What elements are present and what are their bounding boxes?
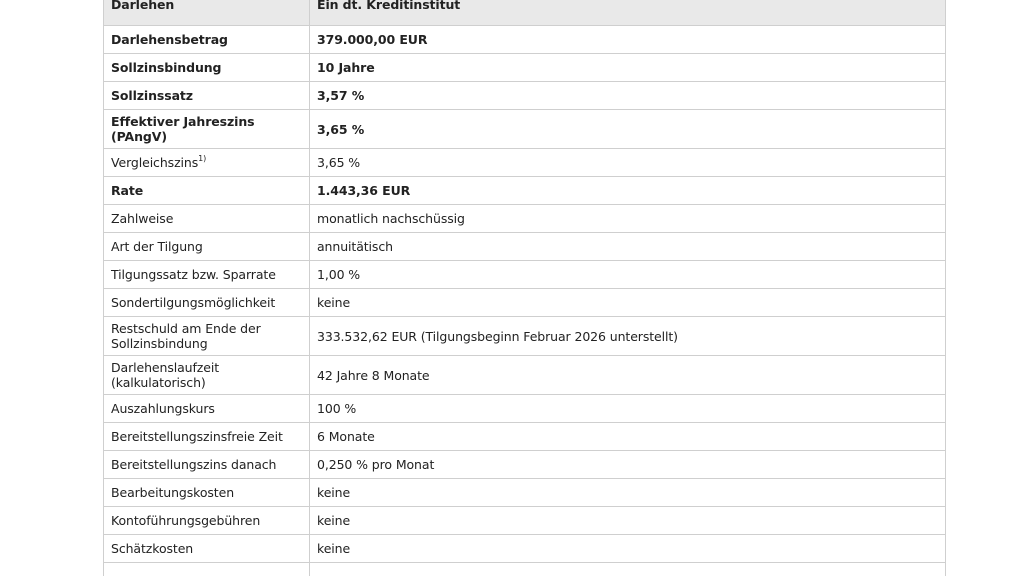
header-label-cell: Darlehen [104,0,310,26]
table-header-row [104,0,946,26]
table-row [104,110,946,149]
table-row [104,535,946,563]
row-label: Bereitstellungszinsfreie Zeit [104,423,310,451]
row-value: 379.000,00 EUR [310,26,946,54]
row-value: 42 Jahre 8 Monate [310,356,946,395]
table-row [104,289,946,317]
row-label [104,149,310,177]
row-label: Kontoführungsgebühren [104,507,310,535]
row-value: keine [310,507,946,535]
table-row [104,356,946,395]
row-value: 3,65 % [310,149,946,177]
row-label: Schätzkosten [104,535,310,563]
row-label: Rate [104,177,310,205]
table-row [104,149,946,177]
row-value: 3,57 % [310,82,946,110]
table-row [104,317,946,356]
row-value: keine [310,535,946,563]
row-label: Sollzinsbindung [104,54,310,82]
row-label: Darlehenslaufzeit (kalkulatorisch) [104,356,310,395]
table-row [104,54,946,82]
table-row [104,205,946,233]
row-label: Art der Tilgung [104,233,310,261]
row-value: 3,65 % [310,110,946,149]
table-row [104,479,946,507]
row-label: Restschuld am Ende der Sollzinsbindung [104,317,310,356]
row-value: 6 Monate [310,423,946,451]
row-label: Zahlweise [104,205,310,233]
row-label: Bearbeitungskosten [104,479,310,507]
row-label: Darlehensbetrag [104,26,310,54]
table-row [104,26,946,54]
table-row [104,395,946,423]
row-label: Effektiver Jahreszins (PAngV) [104,110,310,149]
loan-conditions-table [103,0,946,576]
row-value: monatlich nachschüssig [310,205,946,233]
row-value: 10 Jahre [310,54,946,82]
row-value [310,563,946,576]
row-value: 1,00 % [310,261,946,289]
footnote-marker: 1) [198,153,207,163]
table-row [104,423,946,451]
header-value-cell: Ein dt. Kreditinstitut [310,0,946,26]
row-label: Sollzinssatz [104,82,310,110]
row-label: Tilgungssatz bzw. Sparrate [104,261,310,289]
table-row [104,451,946,479]
row-value: keine [310,479,946,507]
row-label: Auszahlungskurs [104,395,310,423]
table-row [104,233,946,261]
row-label [104,563,310,576]
row-value: 100 % [310,395,946,423]
row-value: 0,250 % pro Monat [310,451,946,479]
table-row [104,177,946,205]
row-value: annuitätisch [310,233,946,261]
row-label: Sondertilgungsmöglichkeit [104,289,310,317]
row-label-text: Vergleichszins [111,155,199,170]
table-row [104,261,946,289]
row-value: keine [310,289,946,317]
table-row-partial [104,563,946,576]
row-value: 333.532,62 EUR (Tilgungsbeginn Februar 2026 unterstellt) [310,317,946,356]
table-row [104,82,946,110]
row-value: 1.443,36 EUR [310,177,946,205]
row-label: Bereitstellungszins danach [104,451,310,479]
table-row [104,507,946,535]
